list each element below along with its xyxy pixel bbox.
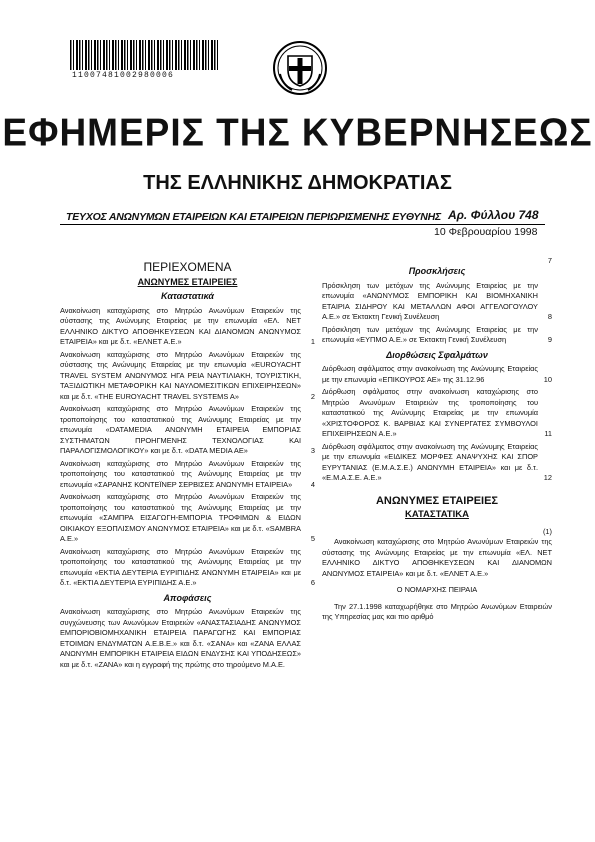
toc-entry-text: Ανακοίνωση καταχώρισης στο Μητρώο Ανωνύμων Εταιρειών της σύστασης της Ανώνυμης Εταιρείας με την επωνυμία «ΕΛ. ΝΕΤ ΕΛΛΗΝΙΚΟ ΔΙΚΤΥΟ ΑΠΟΘΗΚΕΥΣΕΩΝ ΚΑΙ ΔΙΑΝΟΜΩΝ ΑΝΩΝΥΜΟΣ ΕΤΑΙΡΕΙΑ» και με δ.τ. «ΕΛΝΕΤ Α.Ε.» xyxy=(60,305,301,346)
toc-entry-text: Ανακοίνωση καταχώρισης στο Μητρώο Ανωνύμων Εταιρειών της συγχώνευσης των Ανωνύμων Εταιρειών «ΑΝΑΣΤΑΣΙΑΔΗΣ ΑΝΩΝΥΜΟΣ ΕΜΠΟΡΙΟΒΙΟΜΗΧΑΝΙΚΗ ΕΤΑΙΡΕΙΑ ΠΑΡΑΓΩΓΗΣ ΚΑΙ ΕΜΠΟΡΙΑΣ ΕΤΟΙΜΩΝ ΕΝΔΥΜΑΤΩΝ Α.Ε.Β.Ε.» και δ.τ. «ΣΑΝΑ» και «ΖΑΝΑ ΕΛΛΑΣ ΑΝΩΝΥΜΗ ΕΜΠΟΡΙΚΗ ΕΤΑΙΡΕΙΑ ΕΙΔΩΝ ΕΝΔΥΣΗΣ ΚΑΙ ΥΠΟΔΗΣΕΩΣ» και με δ.τ. «ΖΑΝΑ» και η εγγραφή της πρώτης στο τηρούμενο Μ.Α.Ε. xyxy=(60,607,301,669)
toc-title: ΠΕΡΙΕΧΟΜΕΝΑ xyxy=(143,260,232,274)
toc-entry-text: Ανακοίνωση καταχώρισης στο Μητρώο Ανωνύμων Εταιρειών της τροποποίησης του καταστατικού της Ανώνυμης Εταιρείας με την επωνυμία «ΣΑΜΠΡΑ ΕΙΣΑΓΩΓΗ-ΕΜΠΟΡΙΑ ΤΡΟΦΙΜΩΝ & ΕΙΔΩΝ ΟΙΚΙΑΚΟΥ ΕΞΟΠΛΙΣΜΟΥ ΑΝΩΝΥΜΟΣ ΕΤΑΙΡΕΙΑ» και με δ.τ. «SAMBRA A.E.» xyxy=(60,492,301,543)
toc-section: ΑΝΩΝΥΜΕΣ ΕΤΑΙΡΕΙΕΣ xyxy=(137,276,238,287)
item-number: (1) xyxy=(542,526,552,536)
toc-entry-text: Ανακοίνωση καταχώρισης στο Μητρώο Ανωνύμων Εταιρειών της τροποποίησης του καταστατικού της Ανώνυμης Εταιρείας με την επωνυμία «ΕΚΤΙΑ ΔΕΥΤΕΡΙΑ ΕΥΡΙΠΙΔΗΣ ΑΝΩΝΥΜΗ ΕΤΑΙΡΕΙΑ» και με δ.τ. «ΕΚΤΙΑ ΔΕΥΤΕΡΙΑ ΕΥΡΙΠΙΔΗΣ Α.Ε.» xyxy=(60,546,301,587)
toc-left-column xyxy=(60,262,315,672)
toc-entry xyxy=(60,492,315,545)
header-rule xyxy=(60,224,545,225)
toc-entry-page: 11 xyxy=(544,429,552,438)
coat-of-arms-emblem xyxy=(270,38,330,98)
toc-entry-page: 9 xyxy=(547,335,552,344)
toc-entry xyxy=(322,281,552,323)
toc-entry-page: 7 xyxy=(547,255,552,265)
toc-statutes-heading: Καταστατικά xyxy=(161,291,214,301)
toc-entry xyxy=(60,404,315,457)
body-section-subtitle: ΚΑΤΑΣΤΑΤΙΚΑ xyxy=(405,509,469,520)
issue-date: 10 Φεβρουαρίου 1998 xyxy=(434,226,538,238)
toc-entry xyxy=(322,325,552,346)
toc-entry xyxy=(60,350,315,403)
toc-decisions-heading: Αποφάσεις xyxy=(163,592,212,603)
toc-entry-page: 8 xyxy=(547,312,552,321)
toc-entry-text: Ανακοίνωση καταχώρισης στο Μητρώο Ανωνύμων Εταιρειών της τροποποίησης του καταστατικού της Ανώνυμης Εταιρείας με την επωνυμία «ΣΑΡΑΝΗΣ ΚΟΝΤΕΪΝΕΡ ΣΕΡΒΙΣΕΣ ΑΝΩΝΥΜΗ ΕΤΑΙΡΕΙΑ» xyxy=(60,458,301,489)
body-section-title: ΑΝΩΝΥΜΕΣ ΕΤΑΙΡΕΙΕΣ xyxy=(375,494,499,507)
toc-errata-heading: Διορθώσεις Σφαλμάτων xyxy=(386,349,488,360)
toc-invitations-heading: Προσκλήσεις xyxy=(408,266,466,276)
toc-entry-page: 10 xyxy=(543,374,552,384)
toc-entry xyxy=(60,607,315,670)
toc-right-column xyxy=(322,255,552,623)
final-paragraph: Την 27.1.1998 καταχωρήθηκε στο Μητρώο Ανωνύμων Εταιρειών της Υπηρεσίας μας και πιο αριθμό xyxy=(322,601,552,621)
barcode xyxy=(70,40,218,70)
toc-entry xyxy=(322,442,552,484)
toc-entry-page: 2 xyxy=(310,391,315,401)
barcode-number: 11007481002980006 xyxy=(72,71,175,80)
toc-entry-page: 4 xyxy=(310,479,315,489)
toc-entry-page: 5 xyxy=(310,534,315,543)
toc-entry-text: Διόρθωση σφάλματος στην ανακοίνωση της Ανώνυμης Εταιρείας με την επωνυμία «ΕΙΔΙΚΕΣ ΜΟΡΦΕΣ ΑΝΑΨΥΧΗΣ ΚΑΙ ΣΠΟΡ ΕΥΡΥΤΑΝΙΑΣ (Ε.Μ.Α.Σ.Ε.) ΑΝΩΝΥΜΗ ΕΤΑΙΡΕΙΑ» και με δ.τ. «Ε.Μ.Α.Σ.Ε. Α.Ε.» xyxy=(322,441,538,482)
toc-entry-page: 6 xyxy=(310,578,315,587)
toc-entry-page: 3 xyxy=(310,446,315,455)
toc-entry-text: Πρόσκληση των μετόχων της Ανώνυμης Εταιρείας με την επωνυμία «ΕΥΠΜΟ Α.Ε.» σε Έκτακτη Γενική Συνέλευση xyxy=(322,324,538,344)
toc-entry-text: Ανακοίνωση καταχώρισης στο Μητρώο Ανωνύμων Εταιρειών της σύστασης της Ανώνυμης Εταιρείας με την επωνυμία «EUROYACHT TRAVEL SYSTEM ΑΝΩΝΥΜΟΣ ΗΓΑ ΡΕΙΑ ΝΑΥΤΙΛΙΑΚΗ, ΤΟΥΡΙΣΤΙΚΗ, ΤΑΞΙΔΙΩΤΙΚΗ ΜΕΤΑΦΟΡΙΚΗ ΚΑΙ ΝΑΥΛΟΜΕΣΙΤΙΚΩΝ ΕΠΙΧΕΙΡΗΣΕΩΝ» και με δ.τ. «THE EUROYACHT TRAVEL SYSTEMS A» xyxy=(60,349,301,401)
item-text: Ανακοίνωση καταχώρισης στο Μητρώο Ανωνύμων Εταιρειών της σύστασης της Ανώνυμης Εταιρείας με την επωνυμία «ΕΛ. ΝΕΤ ΕΛΛΗΝΙΚΟ ΔΙΚΤΥΟ ΑΠΟΘΗΚΕΥΣΕΩΝ ΚΑΙ ΔΙΑΝΟΜΩΝ ΑΝΩΝΥΜΟΣ ΕΤΑΙΡΕΙΑ» και με δ.τ. «ΕΛΝΕΤ Α.Ε.» xyxy=(322,537,552,578)
toc-entry xyxy=(60,306,315,348)
toc-entry-text: Διόρθωση σφάλματος στην ανακοίνωση της Ανώνυμης Εταιρείας με την επωνυμία «ΕΠΙΚΟΥΡΟΣ ΑΕ» της 31.12.96 xyxy=(322,364,538,384)
toc-entry xyxy=(60,547,315,589)
issue-series: ΤΕΥΧΟΣ ΑΝΩΝΥΜΩΝ ΕΤΑΙΡΕΙΩΝ ΚΑΙ ΕΤΑΙΡΕΙΩΝ ΠΕΡΙΩΡΙΣΜΕΝΗΣ ΕΥΘΥΝΗΣ xyxy=(66,211,441,223)
toc-entry-text: Διόρθωση σφάλματος στην ανακοίνωση καταχώρισης στο Μητρώο Ανωνύμων Εταιρειών της τροποποίησης του καταστατικού της Ανώνυμης Εταιρείας με την επωνυμία «ΧΡΙΣΤΟΦΟΡΟΣ Κ. ΒΑΡΒΙΑΣ ΚΑΙ ΣΥΝΕΡΓΑΤΕΣ ΣΥΜΒΟΥΛΟΙ ΕΠΙΧΕΙΡΗΣΕΩΝ Α.Ε.» xyxy=(322,387,538,438)
toc-entry xyxy=(322,387,552,440)
toc-entry xyxy=(322,364,552,385)
toc-entry-text: Πρόσκληση των μετόχων της Ανώνυμης Εταιρείας με την επωνυμία «ΑΝΩΝΥΜΟΣ ΕΜΠΟΡΙΚΗ ΚΑΙ ΒΙΟΜΗΧΑΝΙΚΗ ΕΤΑΙΡΙΑ ΣΙΔΗΡΟΥ ΚΑΙ ΜΕΤΑΛΛΩΝ ΑΦΟΙ ΑΓΓΕΛΟΓΟΥΛΟΥ Α.Ε.» σε Έκτακτη Γενική Συνέλευση xyxy=(322,280,538,321)
gazette-title: ΕΦΗΜΕΡΙΣ ΤΗΣ ΚΥΒΕΡΝΗΣΕΩΣ xyxy=(2,110,593,154)
prefect-heading: Ο ΝΟΜΑΡΧΗΣ ΠΕΙΡΑΙΑ xyxy=(396,585,478,594)
toc-entry-page: 12 xyxy=(543,473,552,482)
toc-entry xyxy=(60,459,315,491)
toc-entry-page: 1 xyxy=(310,337,315,346)
toc-entry-text: Ανακοίνωση καταχώρισης στο Μητρώο Ανωνύμων Εταιρειών της τροποποίησης του καταστατικού της Ανώνυμης Εταιρείας με την επωνυμία «DATAMEDIA ΑΝΩΝΥΜΗ ΕΤΑΙΡΕΙΑ ΕΜΠΟΡΙΑΣ ΣΥΣΤΗΜΑΤΩΝ ΠΡΟΗΓΜΕΝΗΣ ΤΕΧΝΟΛΟΓΙΑΣ ΚΑΙ ΠΑΡΑΛΟΓΙΣΜΟΛΟΓΙΚΟΥ» και με δ.τ. «DATA MEDIA AE» xyxy=(60,404,301,455)
gazette-subtitle: ΤΗΣ ΕΛΛΗΝΙΚΗΣ ΔΗΜΟΚΡΑΤΙΑΣ xyxy=(143,172,452,194)
sheet-number: Αρ. Φύλλου 748 xyxy=(448,208,539,222)
